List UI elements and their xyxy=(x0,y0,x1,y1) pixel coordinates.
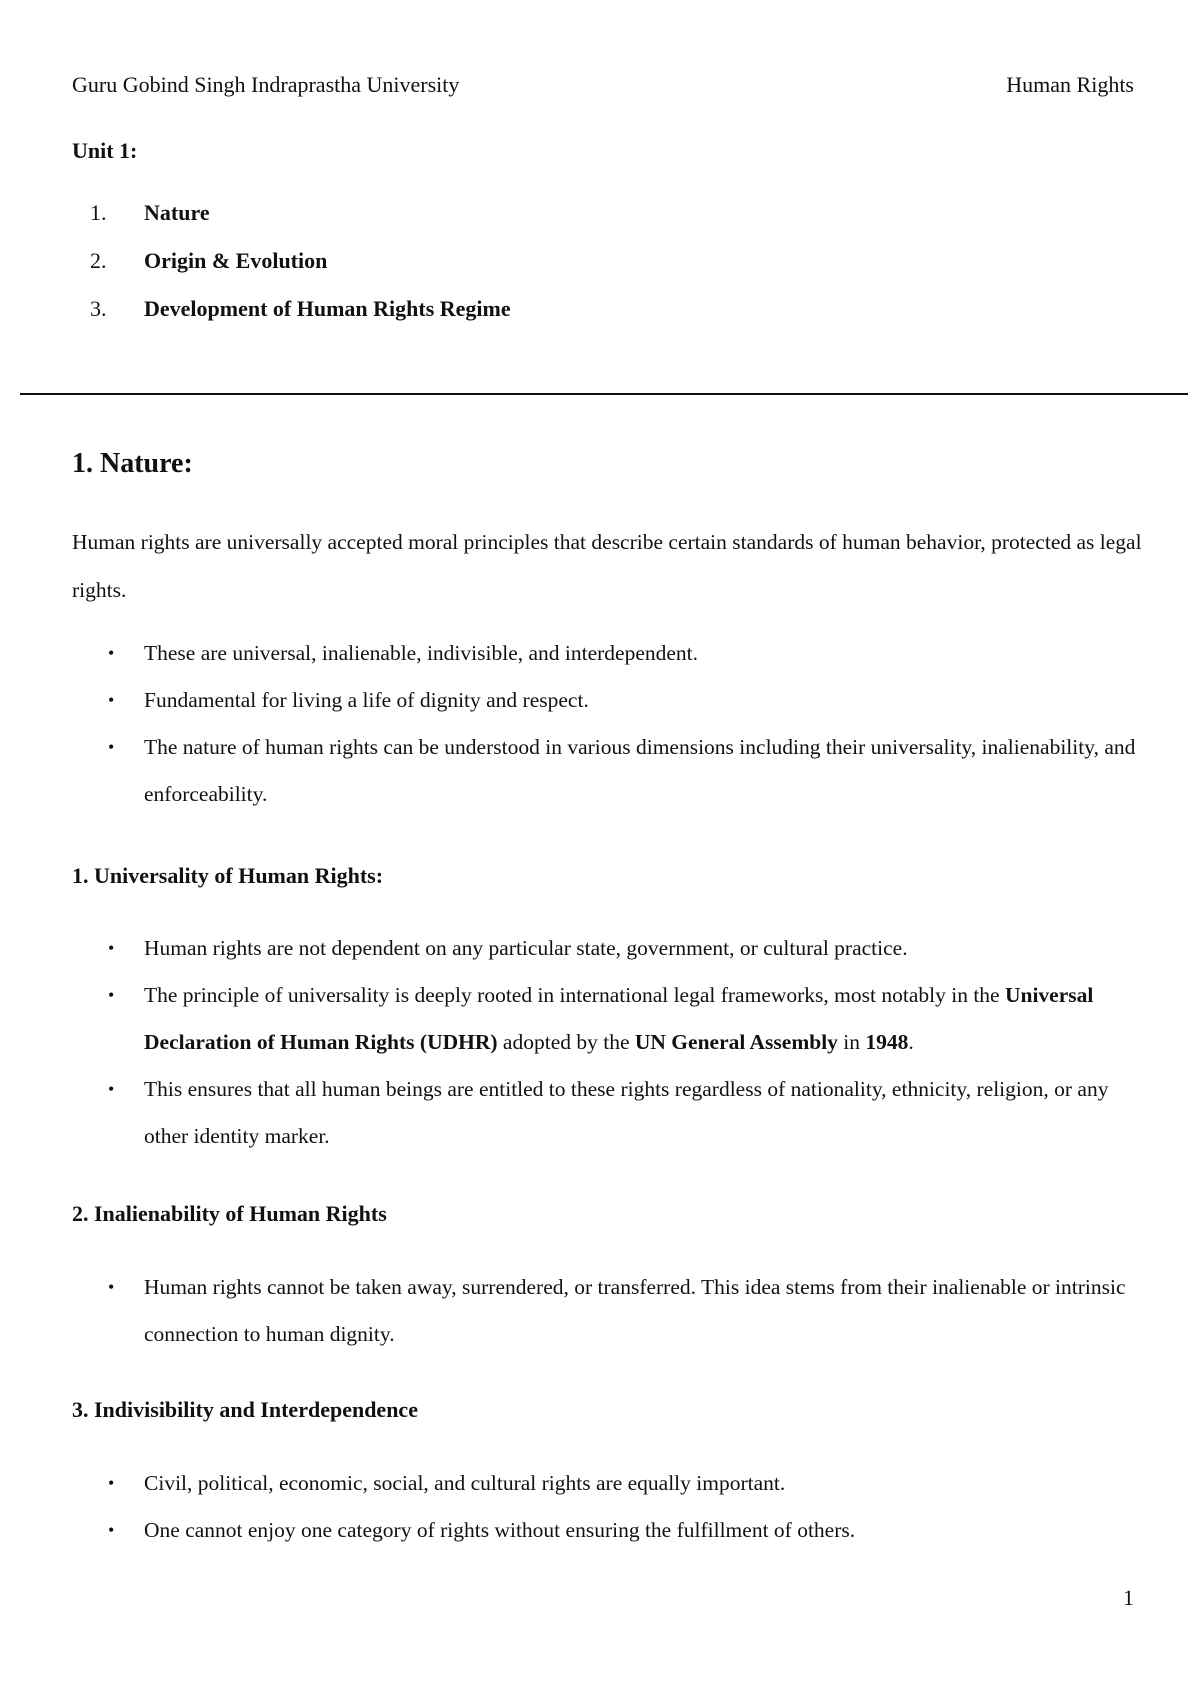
bullet-item xyxy=(72,630,1142,677)
bullet-text: The nature of human rights can be understood in various dimensions including their universality, inalienability, and enforceability. xyxy=(144,735,1136,806)
un-general-assembly-term: UN General Assembly xyxy=(634,1030,838,1054)
bullet-text-pre: The principle of universality is deeply rooted in international legal frameworks, most notably in the xyxy=(144,983,1005,1007)
year-1948: 1948 xyxy=(865,1030,909,1054)
inalienability-heading: 2. Inalienability of Human Rights xyxy=(72,1201,387,1226)
unit-topic-item xyxy=(72,200,511,248)
bullet-icon: • xyxy=(108,1473,115,1493)
bullet-item xyxy=(72,925,1142,972)
bullet-text: One cannot enjoy one category of rights without ensuring the fulfillment of others. xyxy=(144,1518,856,1542)
section-divider xyxy=(20,393,1188,395)
bullet-text: Human rights cannot be taken away, surrendered, or transferred. This idea stems from their inalienable or intrinsic connection to human dignity. xyxy=(144,1275,1126,1346)
section-heading: 1. Nature: xyxy=(72,448,193,479)
bullet-item xyxy=(72,1264,1142,1358)
unit-topic-label: Nature xyxy=(144,200,210,225)
unit-topic-list xyxy=(72,200,511,344)
bullet-icon: • xyxy=(108,1277,115,1297)
unit-topic-number: 3. xyxy=(90,296,107,321)
bullet-icon: • xyxy=(108,1079,115,1099)
udhr-term: Universal Declaration of Human Rights (UDHR) xyxy=(144,983,1094,1054)
unit-title: Unit 1: xyxy=(72,138,138,163)
unit-topic-item xyxy=(72,248,511,296)
bullet-icon: • xyxy=(108,643,115,663)
bullet-item xyxy=(72,724,1142,818)
bullet-item xyxy=(72,1460,1142,1507)
unit-topic-label: Origin & Evolution xyxy=(144,248,328,273)
unit-topic-item xyxy=(72,296,511,344)
page-number: 1 xyxy=(1123,1585,1134,1610)
bullet-icon: • xyxy=(108,690,115,710)
bullet-icon: • xyxy=(108,985,115,1005)
universality-heading: 1. Universality of Human Rights: xyxy=(72,863,384,888)
bullet-text: Fundamental for living a life of dignity and respect. xyxy=(144,688,589,712)
bullet-item xyxy=(72,1507,1142,1554)
universality-bullet-list xyxy=(72,925,1142,1160)
bullet-item xyxy=(72,1066,1142,1160)
inalienability-bullet-list xyxy=(72,1264,1142,1358)
intro-paragraph: Human rights are universally accepted moral principles that describe certain standards of human behavior, protected as legal rights. xyxy=(72,530,1142,602)
bullet-icon: • xyxy=(108,737,115,757)
unit-topic-number: 1. xyxy=(90,200,107,225)
indivisibility-heading: 3. Indivisibility and Interdependence xyxy=(72,1397,418,1422)
header-subject: Human Rights xyxy=(1006,72,1134,97)
nature-bullet-list xyxy=(72,630,1142,818)
bullet-text-mid2: in xyxy=(837,1030,866,1054)
header-university: Guru Gobind Singh Indraprastha University xyxy=(72,72,460,97)
bullet-item xyxy=(72,972,1142,1066)
bullet-text-end: . xyxy=(908,1030,914,1054)
bullet-text: Human rights are not dependent on any particular state, government, or cultural practice. xyxy=(144,936,908,960)
unit-topic-number: 2. xyxy=(90,248,107,273)
bullet-text: Civil, political, economic, social, and cultural rights are equally important. xyxy=(144,1471,786,1495)
bullet-text: This ensures that all human beings are entitled to these rights regardless of nationality, ethnicity, religion, or any other identity marker. xyxy=(144,1077,1109,1148)
indivisibility-bullet-list xyxy=(72,1460,1142,1554)
bullet-text: These are universal, inalienable, indivisible, and interdependent. xyxy=(144,641,699,665)
bullet-icon: • xyxy=(108,938,115,958)
bullet-text-mid: adopted by the xyxy=(497,1030,635,1054)
bullet-icon: • xyxy=(108,1520,115,1540)
unit-topic-label: Development of Human Rights Regime xyxy=(144,296,511,321)
bullet-item xyxy=(72,677,1142,724)
